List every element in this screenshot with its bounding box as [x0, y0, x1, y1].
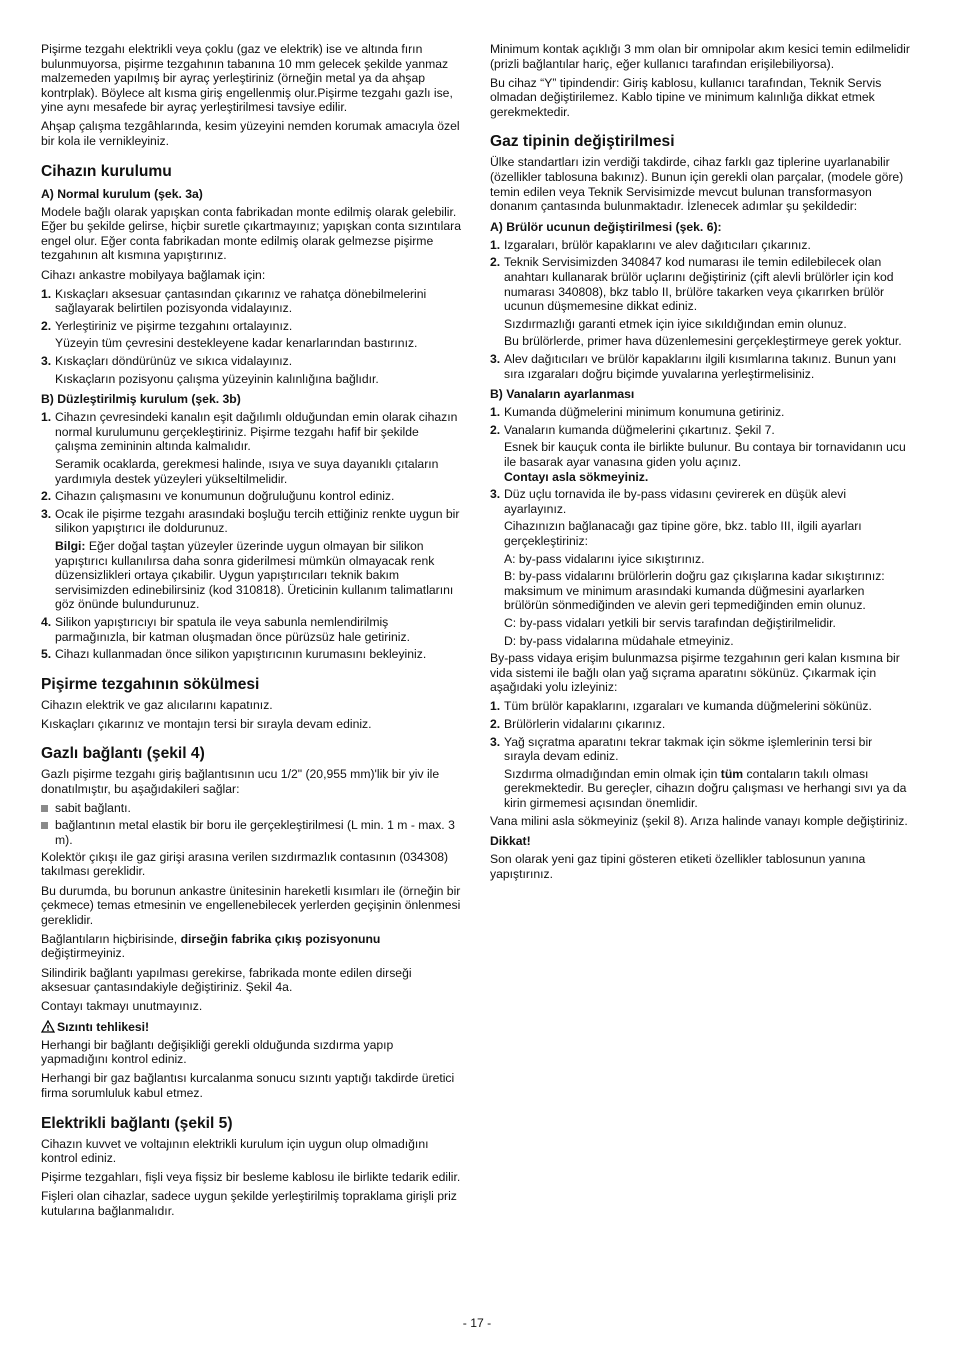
subsection-heading: A) Brülör ucunun değiştirilmesi (şek. 6):: [490, 219, 722, 234]
list-text: Izgaraları, brülör kapaklarını ve alev dağıtıcıları çıkarınız.: [504, 237, 811, 252]
list-text: [504, 767, 910, 811]
bold-text: tüm: [720, 766, 744, 781]
list-text: Tüm brülör kapaklarını, ızgaraları ve kumanda düğmelerini sökünüz.: [504, 699, 872, 714]
bullet-item: [41, 818, 461, 847]
bold-text: dirseğin fabrika çıkış pozisyonunu: [180, 931, 381, 946]
list-text: Alev dağıtıcıları ve brülör kapaklarını ilgili kısımlarına takınız. Bunun yanı sıra ızgaraları doğru biçimde yuvalarına yerleştirmelisiniz.: [504, 352, 897, 381]
list-text: Kıskaçların pozisyonu çalışma yüzeyinin kalınlığına bağlıdır.: [55, 371, 379, 386]
list-text: Silikon yapıştırıcıyı bir spatula ile veya sabunla nemlendirilmiş parmağınızla, bir katman oluşmadan önce pürüzsüz hale getiriniz.: [55, 614, 410, 644]
list-item: [41, 489, 461, 504]
list-item: [490, 487, 910, 648]
paragraph: Herhangi bir gaz bağlantısı kurcalanma sonucu sızıntı yaptığı takdirde üretici firma sorumluluk kabul etmez.: [41, 1071, 455, 1101]
paragraph: Cihazın elektrik ve gaz alıcılarını kapatınız.: [41, 697, 273, 712]
bullet-text: bağlantının metal elastik bir boru ile gerçekleştirilmesi (L min. 1 m - max. 3 m).: [55, 818, 455, 847]
list-text: [504, 440, 910, 484]
paragraph: Kıskaçları çıkarınız ve montajın tersi bir sırayla devam ediniz.: [41, 716, 372, 731]
paragraph: Modele bağlı olarak yapışkan conta fabrikadan monte edilmiş olarak gelebilir. Eğer bu şekilde gelirse, hiçbir suretle çıkartmayınız; yapışkan conta sızıntılara engel olur. Eğer conta fabrikadan monte edilmiş olarak gelmezse pişirme tezgahının alt kısmına yapıştırınız.: [41, 204, 461, 263]
info-text: Eğer doğal taştan yüzeyler üzerinde uygun olmayan bir silikon yapıştırıcı kullanılırsa daha sonra giderilmesi mümkün olmayacak renk düzensizlikleri ortaya çıkabilir. Uygun yapıştırıcıları teknik bakım servisimizden edinebilirsiniz (kod 310818). Üreticinin kullanım talimatlarını göz önünde bulundurunuz.: [55, 538, 454, 612]
intro-paragraph: Ahşap çalışma tezgâhlarında, kesim yüzeyini nemden korumak amacıyla özel bir kola ile vernikleyiniz.: [41, 119, 460, 149]
list-item: [490, 735, 910, 811]
list-item: [41, 647, 461, 662]
paragraph: Vana milini asla sökmeyiniz (şekil 8). Arıza halinde vanayı komple değiştiriniz.: [490, 813, 908, 828]
attention-heading: Dikkat!: [490, 834, 531, 849]
list-text: Cihazınızın bağlanacağı gaz tipine göre, bkz. tablo III, ilgili ayarları gerçekleştiriniz:: [504, 519, 862, 548]
list-text: Yüzeyin tüm çevresini destekleyene kadar kenarlarından bastırınız.: [55, 336, 418, 351]
list-text: D: by-pass vidalarına müdahale etmeyiniz.: [504, 633, 734, 648]
list-number: 1.: [490, 237, 501, 252]
section-heading: Gaz tipinin değiştirilmesi: [490, 133, 675, 151]
left-column: [41, 42, 461, 1223]
list-item: [490, 405, 910, 420]
paragraph: Contayı takmayı unutmayınız.: [41, 999, 203, 1014]
list-text: Cihazın çalışmasını ve konumunun doğruluğunu kontrol ediniz.: [55, 489, 395, 504]
section-heading: Cihazın kurulumu: [41, 162, 172, 180]
list-number: 2.: [490, 422, 501, 437]
text-run: Esnek bir kauçuk conta ile birlikte bulunur. Bu contaya bir tornavidanın ucu ile basarak ayar vanasına giden yolu açınız.: [504, 440, 906, 469]
list-text: A: by-pass vidalarını iyice sıkıştırınız.: [504, 551, 705, 566]
paragraph: [41, 932, 461, 961]
warning-heading: [41, 1020, 461, 1034]
list-number: 2.: [490, 716, 501, 731]
paragraph: Bu durumda, bu borunun ankastre ünitesinin hareketli kısımları ile (örneğin bir çekmece) temas etmesinin ve engellenebilecek yerlerden geçişinin önlenmesi gereklidir.: [41, 883, 461, 927]
text-run: değiştirmeyiniz.: [41, 946, 125, 961]
list-item: [41, 287, 461, 316]
list-text: Cihazın çevresindeki kanalın eşit dağılımlı olduğundan emin olarak cihazın normal kurulumunu gerçekleştiriniz. Pişirme tezgahı hafif bir şekilde çalışma zemininin altında kalmalıdır.: [55, 410, 458, 454]
subsection-heading: B) Vanaların ayarlanması: [490, 387, 635, 402]
paragraph: Pişirme tezgahları, fişli veya fişsiz bir besleme kablosu ile birlikte tedarik edilir.: [41, 1170, 461, 1185]
list-number: 4.: [41, 614, 52, 629]
page-number: - 17 -: [462, 1316, 492, 1330]
list-item: [41, 615, 461, 644]
list-text: [55, 539, 461, 612]
list-item: [41, 507, 461, 612]
right-column: [490, 42, 910, 886]
paragraph: Herhangi bir bağlantı değişikliği gerekli olduğunda sızdırma yapıp yapmadığını kontrol ediniz.: [41, 1037, 394, 1067]
list-text: Yerleştiriniz ve pişirme tezgahını ortalayınız.: [55, 318, 293, 333]
list-number: 3.: [41, 354, 52, 368]
section-heading: Pişirme tezgahının sökülmesi: [41, 675, 260, 693]
bullet-text: sabit bağlantı.: [55, 801, 131, 816]
text-run: Bağlantıların hiçbirisinde,: [41, 931, 181, 946]
list-text: Yağ sıçratma aparatını tekrar takmak için sökme işlemlerinin tersi bir sırayla devam ediniz.: [504, 734, 873, 764]
list-item: [490, 717, 910, 732]
list-item: [41, 410, 461, 486]
list-number: 3.: [41, 506, 52, 521]
list-item: [41, 354, 461, 386]
list-item: [490, 423, 910, 484]
list-text: Düz uçlu tornavida ile by-pass vidasını çevirerek en düşük alevi ayarlayınız.: [504, 487, 847, 516]
paragraph: By-pass vidaya erişim bulunmazsa pişirme tezgahının geri kalan kısmına bir vida sistemi ile bağlı olan yağ sıçrama aparatını sökünüz. Çıkarmak için aşağıdaki yolu izleyiniz:: [490, 651, 900, 695]
paragraph: Minimum kontak açıklığı 3 mm olan bir omnipolar akım kesici temin edilmelidir (prizli bağlantılar hariç, eğer kullanıcı tarafından erişilebiliyorsa).: [490, 42, 910, 71]
list-text: B: by-pass vidalarını brülörlerin doğru gaz çıkışlarına kadar sıkıştırınız: maksimum ve minimum arasındaki kumanda düğmesini ayarlarken brülörün sönmediğinden ve alevin geri tepmediğinden emin olunuz.: [504, 569, 885, 613]
list-text: Brülörlerin vidalarını çıkarınız.: [504, 716, 666, 731]
section-heading: Elektrikli bağlantı (şekil 5): [41, 1114, 233, 1132]
list-item: [490, 238, 910, 253]
list-item: [41, 319, 461, 351]
list-text: Ocak ile pişirme tezgahı arasındaki boşluğu tercih ettiğiniz renkte uygun bir silikon yapıştırıcı ile doldurunuz.: [55, 506, 460, 536]
list-number: 1.: [41, 410, 52, 425]
info-label: Bilgi:: [55, 538, 86, 553]
list-number: 1.: [41, 286, 52, 301]
paragraph: Fişleri olan cihazlar, sadece uygun şekilde yerleştirilmiş topraklama girişli priz kutularına bağlanmalıdır.: [41, 1189, 457, 1219]
section-heading: Gazlı bağlantı (şekil 4): [41, 745, 205, 763]
paragraph: Ülke standartları izin verdiği takdirde, cihaz farklı gaz tiplerine uyarlanabilir (özellikler tablosuna bakınız). Bunun için gerekli olan parçalar, (modele göre) temin edilen veya Teknik Servisimizde mevcut bulunan transformasyon donanım çantasında bulunmaktadır. İzlenecek adımlar şu şekildedir:: [490, 155, 904, 214]
list-item: [490, 699, 910, 714]
paragraph: Cihazın kuvvet ve voltajının elektrikli kurulum için uygun olup olmadığını kontrol ediniz.: [41, 1136, 429, 1166]
warning-triangle-icon: [41, 1020, 55, 1033]
list-number: 1.: [490, 699, 501, 714]
list-text: Vanaların kumanda düğmelerini çıkartınız. Şekil 7.: [504, 422, 775, 437]
paragraph: Gazlı pişirme tezgahı giriş bağlantısının ucu 1/2" (20,955 mm)'lik bir yiv ile donatılmıştır, bu aşağıdakileri sağlar:: [41, 767, 440, 796]
list-text: C: by-pass vidaları yetkili bir servis tarafından değiştirilmelidir.: [504, 615, 836, 630]
text-run: Sızdırma olmadığından emin olmak için: [504, 766, 721, 781]
list-text: Teknik Servisimizden 340847 kod numarası ile temin edilebilecek olan anahtarı kullanarak brülör uçlarını değiştiriniz (çift alevli brülörler için kod numarası 340808), bkz tablo II, brülöre takarken veya çıkarırken brülör ucunun düşmemesine dikkat ediniz.: [504, 255, 894, 314]
list-number: 3.: [490, 487, 501, 502]
list-text: Kıskaçları döndürünüz ve sıkıca vidalayınız.: [55, 354, 293, 368]
list-text: Kıskaçları aksesuar çantasından çıkarınız ve rahatça dönebilmelerini sağlayarak belirtilen pozisyonda vidalayınız.: [55, 286, 427, 316]
list-number: 3.: [490, 352, 501, 366]
intro-paragraph: Pişirme tezgahı elektrikli veya çoklu (gaz ve elektrik) ise ve altında fırın bulunmuyorsa, pişirme tezgahının tabanına 10 mm gelecek şekilde yanmaz malzemeden yapılmış bir ayraç yerleştiriniz (örneğin metal ya da ahşap kontrplak). Böylece alt kısma giriş engellenmiş olur.Pişirme tezgahı gazlı ise, yine aynı mesafede bir ayraç yerleştirilmesi tavsiye edilir.: [41, 42, 453, 115]
list-text: Kumanda düğmelerini minimum konumuna getiriniz.: [504, 405, 785, 420]
bullet-item: [41, 801, 461, 816]
text-run: contaların takılı olması gerekmektedir. Bu gereçler, cihazın doğru çalışması ve herhangi sıvı ya da kirin girmemesi açısından önemlidir.: [504, 766, 907, 810]
square-bullet-icon: [41, 822, 48, 829]
list-item: [490, 352, 910, 381]
warning-title: Sızıntı tehlikesi!: [57, 1019, 150, 1034]
paragraph: Kolektör çıkışı ile gaz girişi arasına verilen sızdırmazlık contasının (034308) takılması gereklidir.: [41, 849, 449, 879]
list-number: 2.: [490, 255, 501, 270]
list-text: Cihazı kullanmadan önce silikon yapıştırıcının kurumasını bekleyiniz.: [55, 647, 427, 662]
list-number: 2.: [41, 489, 52, 504]
list-item: [490, 255, 910, 349]
paragraph: Cihazı ankastre mobilyaya bağlamak için:: [41, 267, 266, 282]
subsection-heading: B) Düzleştirilmiş kurulum (şek. 3b): [41, 392, 241, 407]
paragraph: Bu cihaz “Y” tipindendir: Giriş kablosu, kullanıcı tarafından, Teknik Servis olmadan değiştirilemez. Kablo tipine ve minimum kalınlığa dikkat etmek gerekmektedir.: [490, 75, 882, 119]
subsection-heading: A) Normal kurulum (şek. 3a): [41, 186, 203, 201]
paragraph: Silindirik bağlantı yapılması gerekirse, fabrikada monte edilen dirseği aksesuar çantasındakiyle değiştiriniz. Şekil 4a.: [41, 965, 412, 995]
paragraph: Son olarak yeni gaz tipini gösteren etiketi özellikler tablosunun yanına yapıştırınız.: [490, 852, 866, 881]
square-bullet-icon: [41, 805, 48, 812]
list-number: 1.: [490, 405, 501, 420]
list-number: 5.: [41, 647, 52, 662]
list-number: 2.: [41, 318, 52, 333]
list-text: Sızdırmazlığı garanti etmek için iyice sıkıldığından emin olunuz.: [504, 316, 847, 331]
bold-text: Contayı asla sökmeyiniz.: [504, 469, 649, 484]
list-text: Seramik ocaklarda, gerekmesi halinde, ısıya ve suya dayanıklı çıtaların yardımıyla destek yüzeyleri yükseltilmelidir.: [55, 456, 439, 486]
list-number: 3.: [490, 734, 501, 749]
list-text: Bu brülörlerde, primer hava düzenlemesini gerçekleştirmeye gerek yoktur.: [504, 334, 902, 349]
